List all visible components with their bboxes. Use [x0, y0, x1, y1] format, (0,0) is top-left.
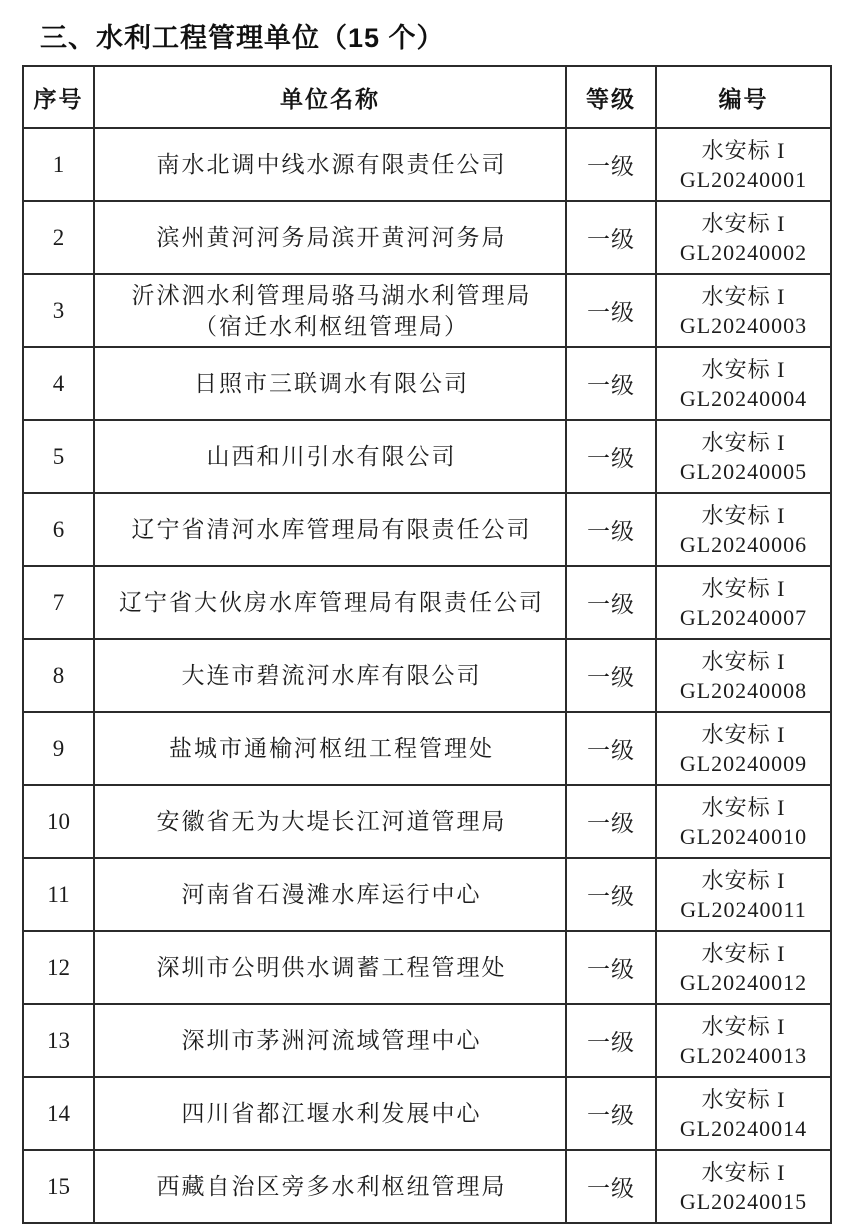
code-cell: [656, 712, 831, 785]
level-cell: 一级: [566, 639, 656, 712]
code-number: GL20240011: [680, 896, 807, 922]
unit-name-cell: 深圳市公明供水调蓄工程管理处: [94, 931, 566, 1004]
code-cell: [656, 785, 831, 858]
code-number: GL20240010: [679, 823, 808, 849]
row-number-cell: 8: [23, 639, 94, 712]
unit-name-cell: 辽宁省大伙房水库管理局有限责任公司: [94, 566, 566, 639]
level-cell: 一级: [566, 566, 656, 639]
row-number-cell: 9: [23, 712, 94, 785]
row-number-cell: 13: [23, 1004, 94, 1077]
code-prefix: 水安标 I: [701, 429, 786, 455]
unit-name-cell: 四川省都江堰水利发展中心: [94, 1077, 566, 1150]
code-prefix: 水安标 I: [701, 1159, 786, 1185]
unit-name-cell: 辽宁省清河水库管理局有限责任公司: [94, 493, 566, 566]
code-number: GL20240014: [679, 1115, 808, 1141]
table-row: [23, 128, 831, 201]
document-page: [0, 16, 852, 1214]
unit-name-cell: 深圳市茅洲河流域管理中心: [94, 1004, 566, 1077]
row-number-cell: 1: [23, 128, 94, 201]
table-row: [23, 1077, 831, 1150]
unit-name-cell: 河南省石漫滩水库运行中心: [94, 858, 566, 931]
table-row: [23, 201, 831, 274]
table-row: [23, 493, 831, 566]
level-cell: 一级: [566, 1004, 656, 1077]
code-prefix: 水安标 I: [701, 648, 786, 674]
level-cell: 一级: [566, 712, 656, 785]
unit-name-cell: 滨州黄河河务局滨开黄河河务局: [94, 201, 566, 274]
row-number-cell: 10: [23, 785, 94, 858]
table-row: [23, 1150, 831, 1223]
code-cell: [656, 931, 831, 1004]
row-number-cell: 7: [23, 566, 94, 639]
code-number: GL20240008: [679, 677, 808, 703]
table-row: [23, 274, 831, 347]
row-number-cell: 4: [23, 347, 94, 420]
code-number: GL20240003: [679, 312, 808, 338]
code-prefix: 水安标 I: [701, 794, 786, 820]
code-number: GL20240004: [679, 385, 808, 411]
row-number-cell: 15: [23, 1150, 94, 1223]
code-prefix: 水安标 I: [701, 1086, 786, 1112]
unit-name-cell: 日照市三联调水有限公司: [94, 347, 566, 420]
code-number: GL20240001: [679, 166, 808, 192]
table-row: [23, 347, 831, 420]
code-prefix: 水安标 I: [701, 940, 786, 966]
code-cell: [656, 1150, 831, 1223]
level-cell: 一级: [566, 493, 656, 566]
code-prefix: 水安标 I: [701, 283, 786, 309]
code-prefix: 水安标 I: [701, 210, 786, 236]
level-cell: 一级: [566, 785, 656, 858]
level-cell: 一级: [566, 201, 656, 274]
unit-name-cell: 沂沭泗水利管理局骆马湖水利管理局（宿迁水利枢纽管理局）: [94, 274, 566, 347]
unit-name-cell: 盐城市通榆河枢纽工程管理处: [94, 712, 566, 785]
level-cell: 一级: [566, 1077, 656, 1150]
table-row: [23, 420, 831, 493]
level-cell: 一级: [566, 274, 656, 347]
code-prefix: 水安标 I: [701, 502, 786, 528]
code-cell: [656, 201, 831, 274]
code-cell: [656, 128, 831, 201]
table-row: [23, 785, 831, 858]
code-number: GL20240015: [679, 1188, 808, 1214]
code-prefix: 水安标 I: [701, 721, 786, 747]
col-header-code: 编号: [656, 66, 831, 128]
code-number: GL20240006: [679, 531, 808, 557]
row-number-cell: 3: [23, 274, 94, 347]
code-cell: [656, 274, 831, 347]
code-cell: [656, 1077, 831, 1150]
table-row: [23, 858, 831, 931]
unit-name-cell: 山西和川引水有限公司: [94, 420, 566, 493]
unit-name-cell: 安徽省无为大堤长江河道管理局: [94, 785, 566, 858]
code-cell: [656, 347, 831, 420]
level-cell: 一级: [566, 1150, 656, 1223]
code-cell: [656, 420, 831, 493]
col-header-level: 等级: [566, 66, 656, 128]
unit-name-cell: 大连市碧流河水库有限公司: [94, 639, 566, 712]
code-prefix: 水安标 I: [701, 867, 786, 893]
row-number-cell: 6: [23, 493, 94, 566]
table-row: [23, 1004, 831, 1077]
row-number-cell: 14: [23, 1077, 94, 1150]
table-row: [23, 639, 831, 712]
unit-name-cell: 南水北调中线水源有限责任公司: [94, 128, 566, 201]
level-cell: 一级: [566, 420, 656, 493]
row-number-cell: 12: [23, 931, 94, 1004]
table-row: [23, 931, 831, 1004]
row-number-cell: 5: [23, 420, 94, 493]
code-number: GL20240009: [679, 750, 808, 776]
header-row: [23, 66, 831, 128]
page-title: 三、水利工程管理单位（15 个）: [40, 23, 445, 53]
code-cell: [656, 639, 831, 712]
code-prefix: 水安标 I: [701, 575, 786, 601]
code-cell: [656, 566, 831, 639]
row-number-cell: 11: [23, 858, 94, 931]
level-cell: 一级: [566, 347, 656, 420]
level-cell: 一级: [566, 931, 656, 1004]
code-number: GL20240013: [679, 1042, 808, 1068]
level-cell: 一级: [566, 858, 656, 931]
level-cell: 一级: [566, 128, 656, 201]
code-cell: [656, 1004, 831, 1077]
unit-name-cell: 西藏自治区旁多水利枢纽管理局: [94, 1150, 566, 1223]
code-number: GL20240005: [679, 458, 808, 484]
table-body: [23, 128, 831, 1223]
code-number: GL20240007: [679, 604, 808, 630]
table-row: [23, 712, 831, 785]
code-prefix: 水安标 I: [701, 1013, 786, 1039]
code-cell: [656, 858, 831, 931]
code-prefix: 水安标 I: [701, 137, 786, 163]
code-number: GL20240012: [679, 969, 808, 995]
table-header: [23, 66, 831, 128]
row-number-cell: 2: [23, 201, 94, 274]
col-header-no: 序号: [23, 66, 94, 128]
code-number: GL20240002: [679, 239, 808, 265]
table-row: [23, 566, 831, 639]
code-cell: [656, 493, 831, 566]
col-header-name: 单位名称: [94, 66, 566, 128]
code-prefix: 水安标 I: [701, 356, 786, 382]
units-table: [22, 65, 832, 1224]
